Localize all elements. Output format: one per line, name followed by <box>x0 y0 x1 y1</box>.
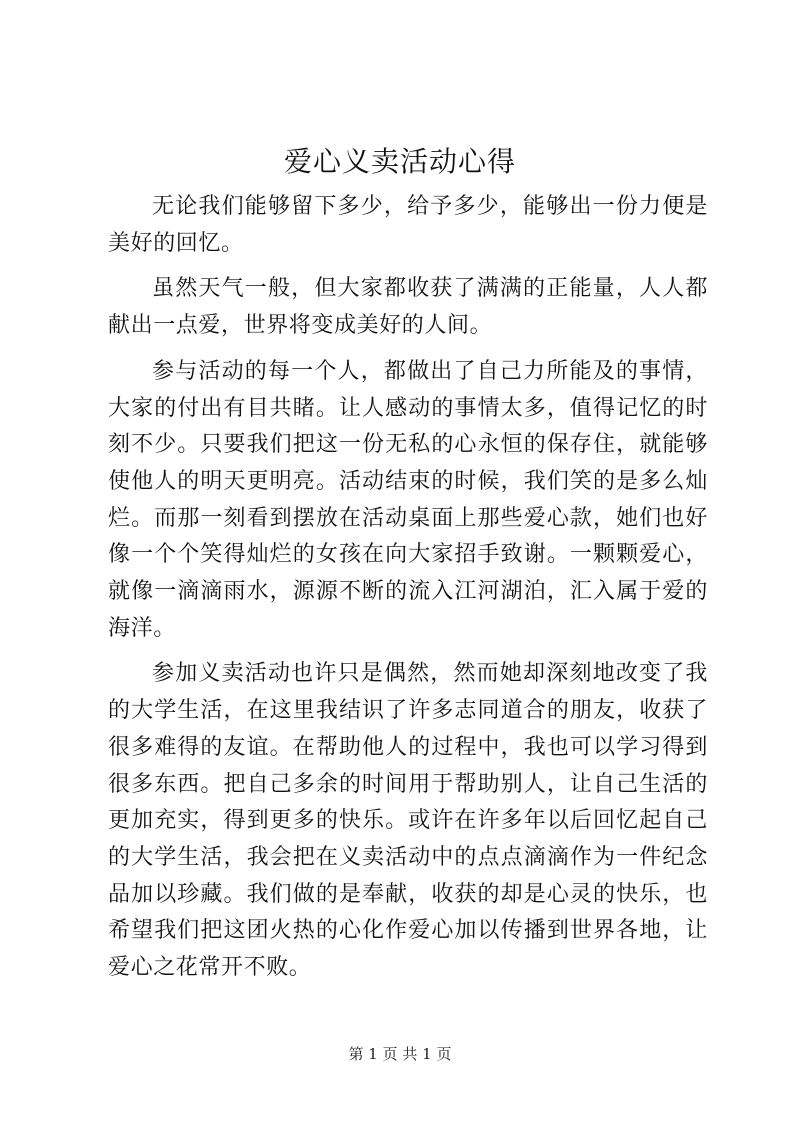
document-body <box>108 189 708 987</box>
paragraph: 参与活动的每一个人，都做出了自己力所能及的事情，大家的付出有目共睹。让人感动的事情太多，值得记忆的时刻不少。只要我们把这一份无私的心永恒的保存住，就能够使他人的明天更明亮。活动结束的时候，我们笑的是多么灿烂。而那一刻看到摆放在活动桌面上那些爱心款，她们也好像一个个笑得灿烂的女孩在向大家招手致谢。一颗颗爱心，就像一滴滴雨水，源源不断的流入江河湖泊，汇入属于爱的海洋。 <box>108 358 708 641</box>
paragraph: 虽然天气一般，但大家都收获了满满的正能量，人人都献出一点爱，世界将变成美好的人间。 <box>108 276 708 339</box>
paragraph: 参加义卖活动也许只是偶然，然而她却深刻地改变了我的大学生活，在这里我结识了许多志同道合的朋友，收获了很多难得的友谊。在帮助他人的过程中，我也可以学习得到很多东西。把自己多余的时间用于帮助别人，让自己生活的更加充实，得到更多的快乐。或许在许多年以后回忆起自己的大学生活，我会把在义卖活动中的点点滴滴作为一件纪念品加以珍藏。我们做的是奉献，收获的却是心灵的快乐，也希望我们把这团火热的心化作爱心加以传播到世界各地，让爱心之花常开不败。 <box>108 661 708 981</box>
page-footer: 第 1 页 共 1 页 <box>348 1045 452 1063</box>
paragraph: 无论我们能够留下多少，给予多少，能够出一份力便是美好的回忆。 <box>108 194 708 256</box>
document-title: 爱心义卖活动心得 <box>283 145 516 178</box>
